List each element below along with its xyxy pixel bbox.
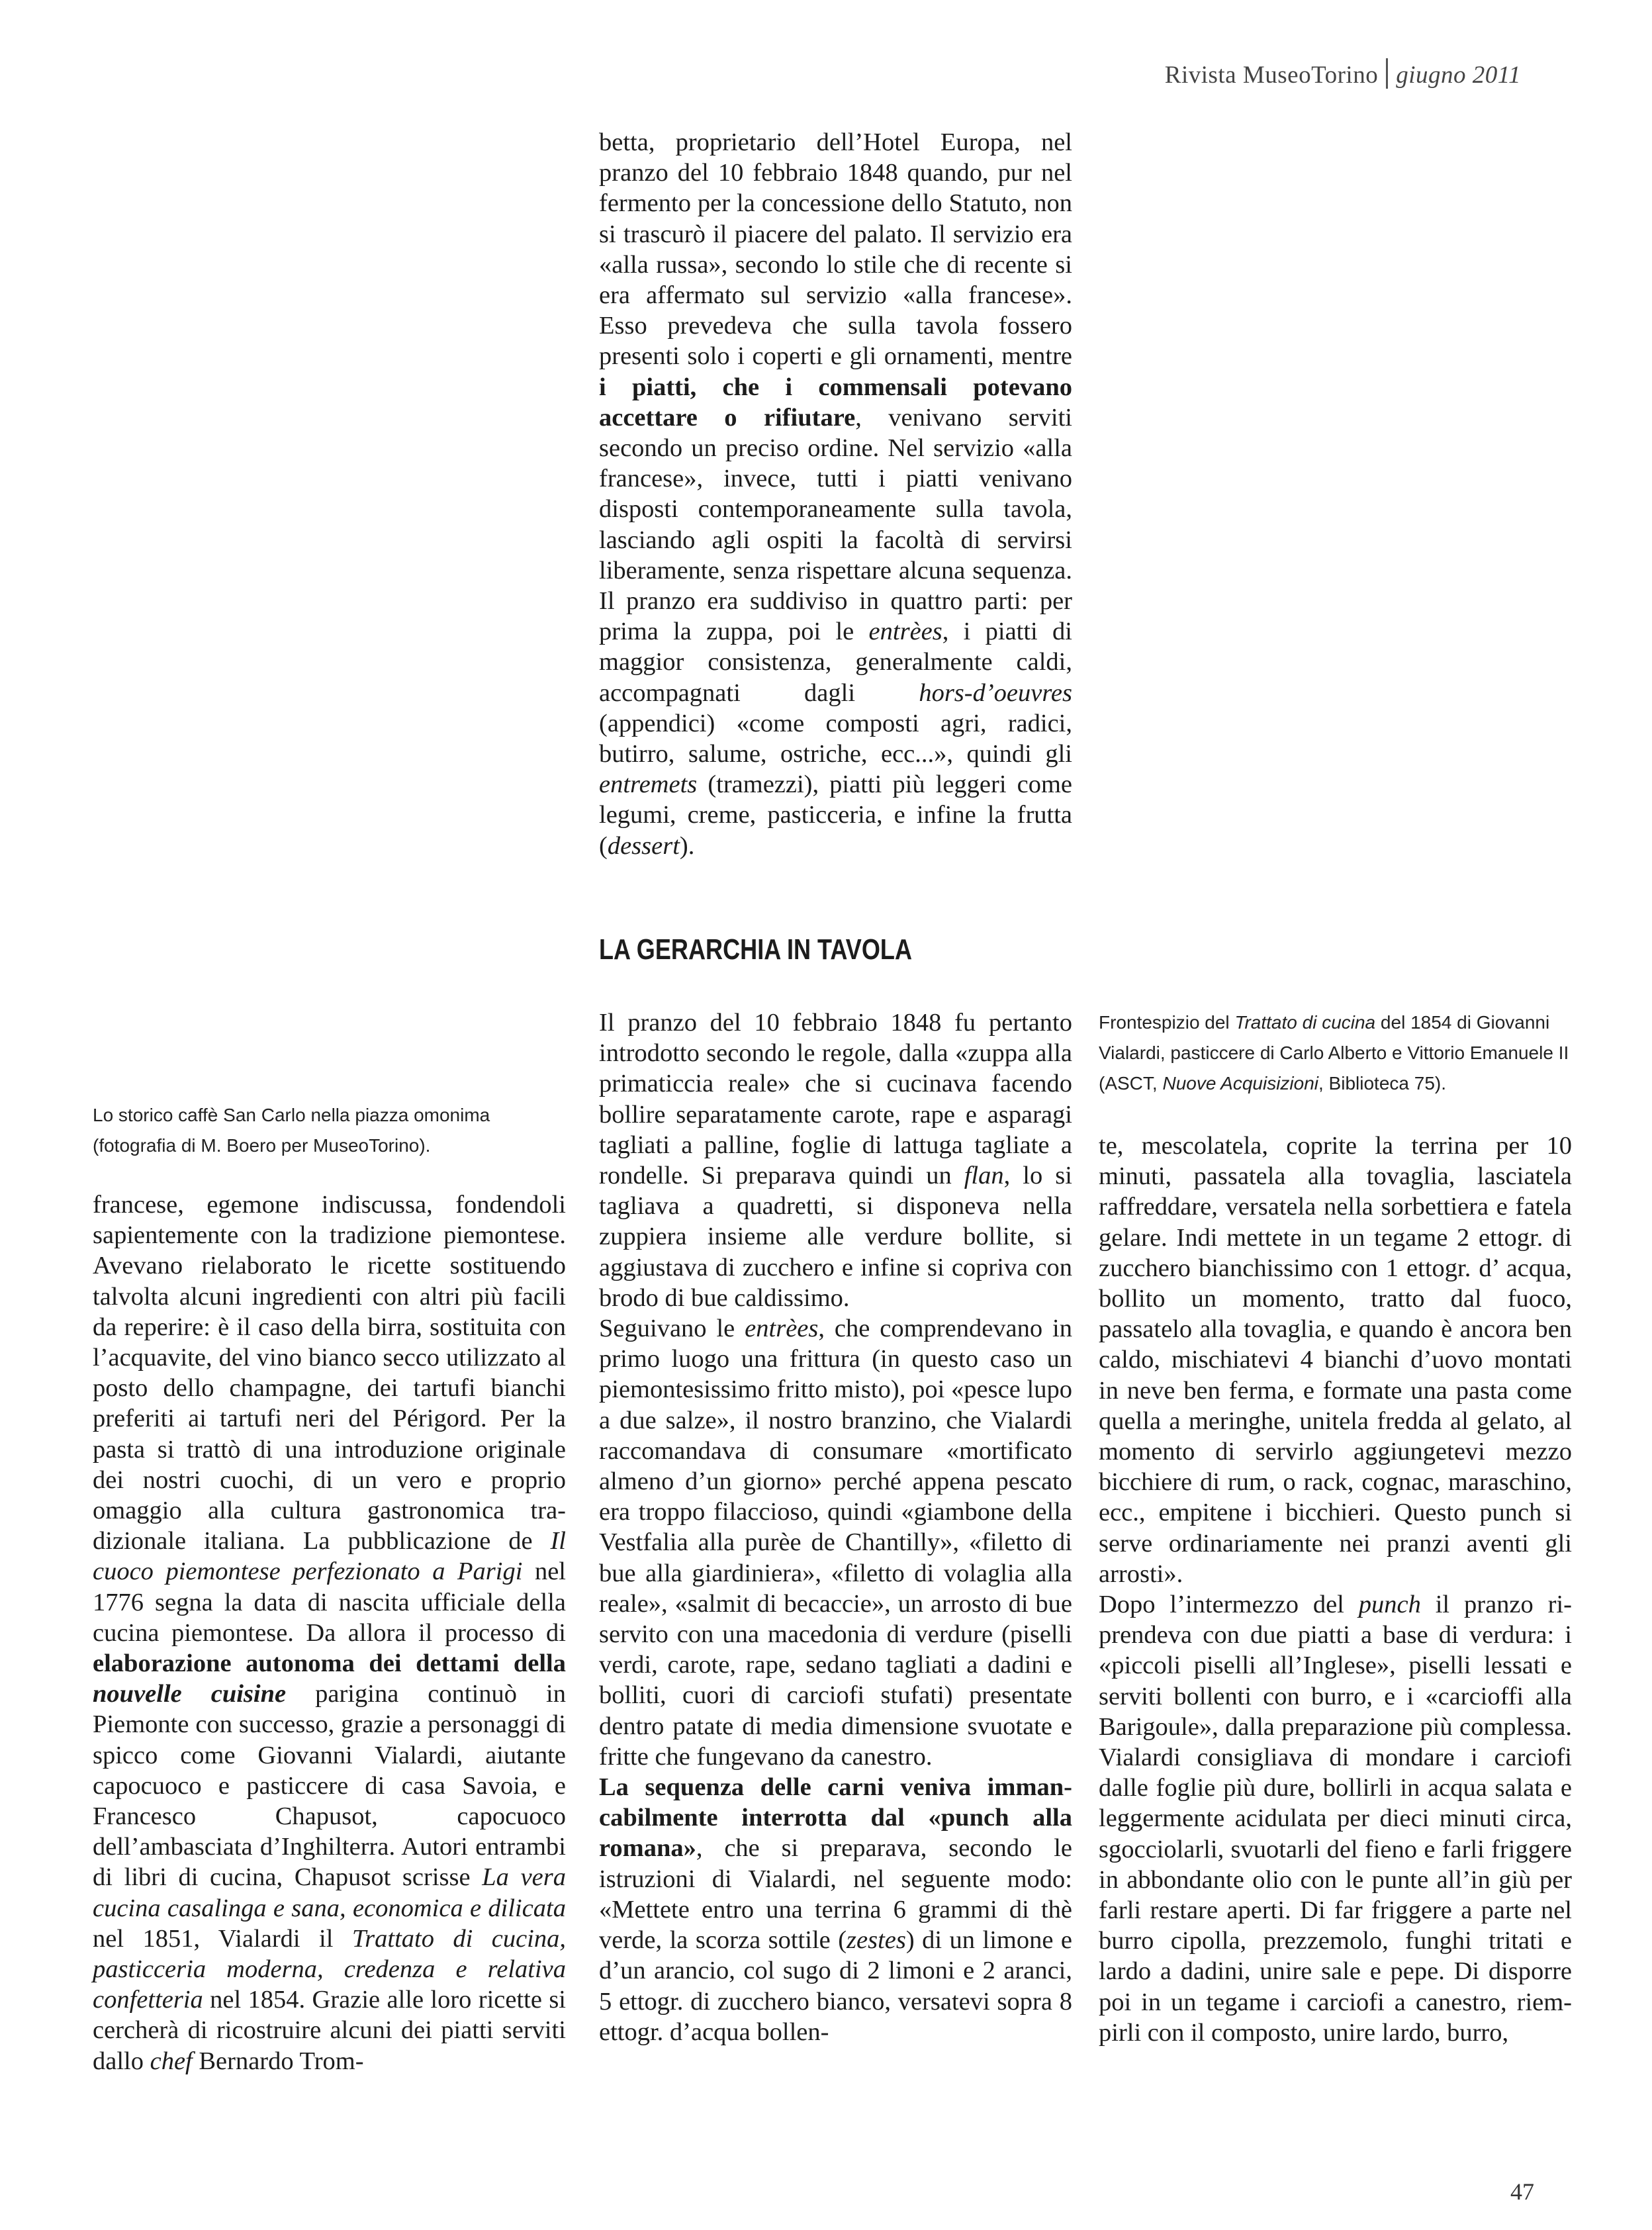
text-run: Seguivano le (599, 1315, 745, 1343)
italic-word: punch (1358, 1591, 1421, 1619)
text-run: , venivano serviti secondo un preciso ordine. Nel servizio «alla francese», invece, tutti i piatti venivano disposti contemporaneamente sulla tavola, lasciando agli ospiti la facoltà di servirsi liberamente, senza rispettare alcuna sequenza. Il pranzo era suddiviso in quattro parti: per prima la zuppa, poi le (599, 403, 1073, 646)
paragraph (599, 1772, 1072, 2047)
caption-text: , Biblioteca 75). (1318, 1073, 1446, 1093)
book-title: Il cuoco piemontese perfezionato a Parigi (93, 1527, 566, 1586)
text-run: ). (679, 831, 695, 860)
bold-text: i piatti, che i commensali potevano accettare o rifiutare (599, 373, 1072, 432)
bold-text: elaborazione autonoma dei dettami della (93, 1649, 566, 1678)
italic-word: chef (150, 2047, 193, 2075)
text-column-2-bottom (599, 1007, 1072, 2047)
italic-word: zestes (847, 1926, 906, 1955)
text-run: nel 1854. Grazie alle loro ricette si cercherà di ricostruire alcuni dei piatti serviti dallo (93, 1986, 566, 2075)
text-run: Bernardo Trom- (192, 2047, 364, 2075)
paragraph (599, 1007, 1072, 1313)
italic-word: hors-d’oeuvres (919, 678, 1072, 707)
page-number: 47 (1510, 2178, 1534, 2205)
text-run: , lo si tagliava a quadretti, si disponeva nella zuppiera insieme alle verdure bollite, si aggiustava di zucchero e infine si copriva con brodo di bue caldissimo. (599, 1162, 1072, 1312)
book-title: La vera cucina casalinga e sana, economica e dilicata (93, 1863, 566, 1922)
photo-caption-left: Lo storico caffè San Carlo nella piazza omonima (fotografia di M. Boero per MuseoTorino). (93, 1105, 490, 1156)
text-column-1 (93, 1189, 566, 2076)
italic-word: entremets (599, 770, 698, 799)
magazine-name: Rivista MuseoTorino (1164, 62, 1379, 89)
paragraph (93, 1189, 566, 2076)
text-run: Dopo l’intermezzo del (1099, 1591, 1359, 1619)
bold-italic-text: nouvelle cuisine (93, 1680, 287, 1708)
text-column-3 (1099, 1131, 1572, 2048)
text-run: Il pranzo del 10 febbraio 1848 fu pertanto introdotto secondo le regole, dalla «zuppa alla primaticcia reale» che si cucinava facendo bollire separatamente carote, rape e asparagi tagliati a palline, foglie di lattuga tagliate a rondelle. Si preparava quindi un (599, 1009, 1072, 1190)
paragraph: te, mescolatela, coprite la terrina per 10 minuti, passatela alla tovaglia, lasciatela raffreddare, versatela nella sorbettiera e fatela gelare. Indi mettete in un tegame 2 ettogr. di zucchero bianchissimo con 1 ettogr. d’ acqua, bollito un momento, tratto dal fuoco, passatelo alla tovaglia, e quando è ancora ben caldo, mischiatevi 4 bianchi d’uovo montati in neve ben ferma, e formate una pasta come quella a meringhe, unitela fredda al gelato, al momento di servirlo aggiungetevi mezzo bicchiere di rum, o rack, cognac, maraschino, ecc., empitene i bicchieri. Questo punch si serve ordinariamente nei pranzi aventi gli arrosti». (1099, 1132, 1572, 1588)
text-run: , che si preparava, secondo le istruzioni di Vialardi, nel seguente modo: «Mettete entro una terrina 6 grammi di thè verde, la scorza sottile ( (599, 1834, 1072, 1955)
paragraph (599, 1313, 1072, 1772)
text-run: , i piatti di maggior consistenza, generalmente caldi, accompagnati dagli (599, 618, 1072, 707)
text-run: betta, proprietario dell’Hotel Europa, nel pranzo del 10 febbraio 1848 quando, pur nel fermento per la concessione dello Statuto, non si trascurò il piacere del palato. Il servizio era «alla russa», secondo lo stile che di recente si era affermato sul servizio «alla francese». Esso prevedeva che sulla tavola fossero presenti solo i coperti e gli ornamenti, mentre (599, 128, 1072, 371)
running-header (1165, 58, 1521, 89)
text-run: , che comprendevano in primo luogo una frittura (in questo caso un piemontesissimo fritto misto), poi «pesce lupo a due salze», il nostro branzino, che Vialardi raccomandava di consumare «mortificato almeno d’un giorno» perché appena pescato era troppo filaccioso, quindi «giambone della Vestfalia alla purèe de Chantilly», «filetto di bue alla giardiniera», «filetto di volaglia alla reale», «salmit di becaccie», un arrosto di bue servito con una macedonia di verdure (piselli verdi, carote, rape, sedano tagliati a dadini e bolliti, cuori di carciofi stufati) presentate dentro patate di media dimensione svuotate e fritte che fungevano da canestro. (599, 1315, 1072, 1771)
italic-word: flan (964, 1162, 1004, 1190)
book-title: Trattato di cucina, pasticceria moderna, credenza e relativa confetteria (93, 1924, 566, 2014)
caption-text: del 1854 di Giovanni Vialardi, pasticcere di Carlo Alberto e Vittorio Emanuele II (ASCT, (1099, 1012, 1569, 1093)
text-run: nel 1776 segna la data di nascita ufficiale della cucina piemontese. Da allora il processo di (93, 1557, 566, 1647)
text-column-2-top (599, 127, 1072, 861)
italic-word: entrèes (745, 1315, 819, 1343)
paragraph (599, 127, 1072, 861)
paragraph (1099, 1589, 1572, 2048)
caption-text: Frontespizio del (1099, 1012, 1235, 1033)
text-run: (appendici) «come composti agri, radici, butirro, salume, ostriche, ecc...», quindi gli (599, 709, 1072, 768)
header-divider (1386, 58, 1388, 89)
section-heading: LA GERARCHIA IN TAVOLA (599, 933, 913, 966)
italic-word: entrèes (868, 618, 942, 646)
bold-text: La sequenza delle carni veniva immancabilmente interrotta dal «punch alla romana» (599, 1773, 1072, 1863)
photo-caption-right (1099, 1007, 1575, 1099)
issue-date: giugno 2011 (1396, 62, 1521, 89)
text-run: ) di un limone e d’un arancio, col sugo di 2 limoni e 2 aranci, 5 ettogr. di zucchero bianco, versatevi sopra 8 ettogr. d’acqua bollen- (599, 1926, 1072, 2046)
text-run: (tramezzi), piatti più leggeri come legumi, creme, pasticceria, e infine la frutta ( (599, 770, 1072, 860)
text-run: parigina continuò in Piemonte con successo, grazie a personaggi di spicco come Giovanni Vialardi, aiutante capocuoco e pasticcere di casa Savoia, e Francesco Chapusot, capocuoco dell’ambasciata d’Inghilterra. Autori entrambi di libri di cucina, Chapusot scrisse (93, 1680, 566, 1892)
text-run: nel 1851, Vialardi il (93, 1924, 352, 1953)
caption-italic-collection: Nuove Acquisizioni (1162, 1073, 1318, 1093)
italic-word: dessert (607, 831, 680, 860)
text-run: il pranzo riprendeva con due piatti a base di verdura: i «piccoli piselli all’Inglese», piselli lessati e serviti bollenti con burro, e i «carcioffi alla Barigoule», dalla preparazione più complessa. Vialardi consigliava di mondare i carciofi dalle foglie più dure, bollirli in acqua salata e leggermente acidulata per dieci minuti circa, sgocciolarli, svuotarli del fieno e farli friggere in abbondante olio con le punte all’in giù per farli restare aperti. Di far friggere a parte nel burro cipolla, prezzemolo, funghi tritati e lardo a dadini, unire sale e pepe. Di disporre poi in un tegame i carciofi a canestro, riempirli con il composto, unire lardo, burro, (1099, 1591, 1572, 2047)
caption-italic-title: Trattato di cucina (1234, 1012, 1376, 1033)
text-run: francese, egemone indiscussa, fondendoli sapientemente con la tradizione piemontese. Avevano rielaborato le ricette sostituendo talvolta alcuni ingredienti con altri più facili da reperire: è il caso della birra, sostituita con l’acquavite, del vino bianco secco utilizzato al posto dello champagne, dei tartufi bianchi preferiti ai tartufi neri del Périgord. Per la pasta si trattò di una introduzione originale dei nostri cuochi, di un vero e proprio omaggio alla cultura gastronomica tradizionale italiana. La pubblicazione de (93, 1191, 566, 1556)
